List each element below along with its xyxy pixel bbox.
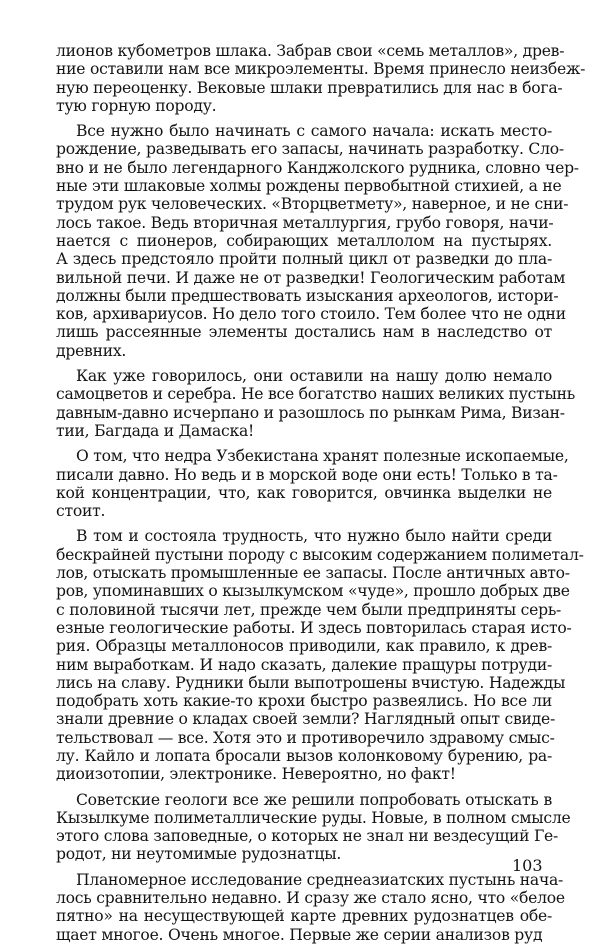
- text-line: рия. Образцы металлоносов приводили, как правило, к древ-: [56, 637, 552, 656]
- text-line: Планомерное исследование среднеазиатских пустынь нача-: [76, 870, 564, 889]
- text-line: самоцветов и серебра. Не все богатство наших великих пустынь: [56, 385, 576, 404]
- text-line: вно и не было легендарного Канджолского рудника, словно чер-: [56, 158, 579, 177]
- paragraph: [56, 870, 565, 944]
- text-line: подобрать хоть какие-то крохи быстро развеялись. Но все ли: [56, 692, 552, 711]
- paragraph: [56, 527, 584, 784]
- text-line: тельствовал — все. Хотя это и противоречило здравому смыс-: [56, 728, 555, 747]
- text-line: щает многое. Очень многое. Первые же серии анализов руд: [56, 925, 543, 944]
- text-line: с половиной тысячи лет, прежде чем были предприняты серь-: [56, 600, 562, 619]
- text-line: трудом рук человеческих. «Вторцветмету», наверное, и не сни-: [56, 195, 569, 214]
- text-line: А здесь предстояло пройти полный цикл от разведки до пла-: [56, 250, 552, 269]
- text-line: ние оставили нам все микроэлементы. Время принесло неизбеж-: [56, 60, 586, 79]
- text-line: стоит.: [56, 502, 106, 521]
- text-line: древних.: [56, 341, 127, 360]
- text-line: должны были предшествовать изыскания археологов, истори-: [56, 286, 559, 305]
- text-line: рождение, разведывать его запасы, начинать разработку. Сло-: [56, 140, 564, 159]
- text-line: Кызылкуме полиметаллические руды. Новые, в полном смысле: [56, 808, 571, 827]
- text-line: тую горную породу.: [56, 96, 217, 115]
- text-line: этого слова заповедные, о которых не знал ни вездесущий Ге-: [56, 827, 559, 846]
- paragraph: [56, 367, 576, 440]
- text-line: лов, отыскать промышленные ее запасы. После античных авто-: [56, 564, 570, 583]
- text-line: пятно» на несуществующей карте древних рудознатцев обе-: [56, 907, 552, 926]
- text-line: лу. Кайло и лопата бросали вызов колонковому бурению, ра-: [56, 746, 552, 765]
- text-line: кой концентрации, что, как говорится, овчинка выделки не: [56, 483, 552, 502]
- text-line: лись на славу. Рудники были выпотрошены вчистую. Надежды: [56, 673, 566, 692]
- paragraph: [56, 42, 586, 115]
- text-line: лионов кубометров шлака. Забрав свои «семь металлов», древ-: [56, 42, 565, 60]
- page-number: 103: [512, 856, 543, 875]
- text-line: Советские геологи все же решили попробовать отыскать в: [76, 790, 552, 809]
- text-line: нается с пионеров, собирающих металлолом на пустырях.: [56, 231, 552, 250]
- text-line: ков, архивариусов. Но дело того стоило. Тем более что не одни: [56, 305, 566, 324]
- text-line: лишь рассеянные элементы достались нам в наследство от: [56, 323, 552, 342]
- text-line: писали давно. Но ведь и в морской воде они есть! Только в та-: [56, 465, 558, 484]
- text-line: тии, Багдада и Дамаска!: [56, 421, 255, 440]
- text-line: ную переоценку. Вековые шлаки превратились для нас в бога-: [56, 78, 563, 97]
- paragraph: [56, 122, 579, 360]
- text-line: лось такое. Ведь вторичная металлургия, грубо говоря, начи-: [56, 213, 554, 232]
- text-line: лось сравнительно недавно. И сразу же стало ясно, что «белое: [56, 889, 565, 908]
- text-line: Как уже говорилось, они оставили на нашу долю немало: [76, 367, 552, 386]
- text-line: знали древние о кладах своей земли? Наглядный опыт свиде-: [56, 710, 556, 729]
- text-line: вильной печи. И даже не от разведки! Геологическим работам: [56, 268, 566, 287]
- text-line: ные эти шлаковые холмы рождены первобытной стихией, а не: [56, 177, 562, 196]
- text-line: О том, что недра Узбекистана хранят полезные ископаемые,: [76, 447, 569, 466]
- text-line: давным-давно исчерпано и разошлось по рынкам Рима, Визан-: [56, 403, 565, 422]
- text-line: В том и состояла трудность, что нужно было найти среди: [76, 527, 552, 546]
- page-text: [56, 42, 586, 944]
- text-line: бескрайней пустыни породу с высоким содержанием полиметал-: [56, 545, 584, 564]
- paragraph: [56, 790, 571, 864]
- text-line: ним выработкам. И надо сказать, далекие пращуры потруди-: [56, 655, 552, 674]
- text-line: Все нужно было начинать с самого начала: искать место-: [76, 122, 552, 141]
- text-line: диоизотопии, электронике. Невероятно, но факт!: [56, 765, 456, 784]
- text-line: родот, ни неутомимые рудознатцы.: [56, 845, 342, 864]
- text-line: ров, упоминавших о кызылкумском «чуде», прошло добрых две: [56, 582, 570, 601]
- text-line: езные геологические работы. И здесь повторилась старая исто-: [56, 618, 572, 637]
- paragraph: [56, 447, 569, 521]
